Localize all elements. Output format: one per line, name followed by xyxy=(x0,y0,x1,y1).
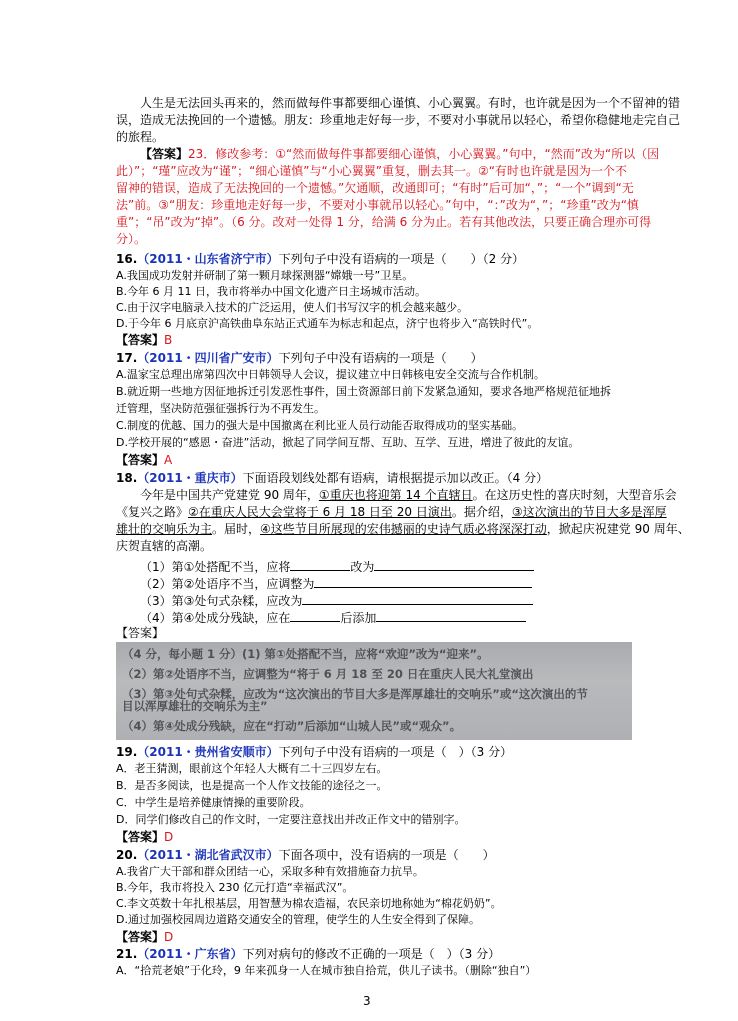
answer-blank[interactable] xyxy=(290,557,350,571)
q17-option-a: A.温家宝总理出席第四次中日韩领导人会议，提议建立中日韩核电安全交流与合作机制。 xyxy=(116,368,545,381)
q18-sub-2: （2）第②处语序不当，应调整为 xyxy=(140,574,532,592)
q17-option-c: C.制度的优越、国力的强大是中国撤离在利比亚人员行动能否取得成功的坚实基础。 xyxy=(116,419,524,432)
q21-option-a: A．“拾荒老娘”于化玲，9 年来孤身一人在城市独自拾荒，供儿子读书。（删除“独自”） xyxy=(116,964,537,977)
q19-option-c: C．中学生是培养健康情操的重要阶段。 xyxy=(116,796,311,809)
q20-stem: 20.（2011・湖北省武汉市）下面各项中，没有语病的一项是（ ） xyxy=(116,848,495,862)
q18-answer-image-line: 目以浑厚雄壮的交响乐为主” xyxy=(122,699,268,713)
q19-answer: 【答案】D xyxy=(116,830,174,844)
q20-option-c: C.李文英数十年扎根基层，用智慧为棉农造福，农民亲切地称她为“棉花奶奶”。 xyxy=(116,897,502,910)
answer23-line-6: 分）。 xyxy=(116,232,147,246)
q16-option-d: D.于今年 6 月底京沪高铁曲阜东站正式通车为标志和起点，济宁也将步入“高铁时代”。 xyxy=(116,317,539,330)
q16-answer: 【答案】B xyxy=(116,333,173,347)
q18-answer-image-line: （4 分，每小题 1 分）(1) 第①处搭配不当，应将“欢迎”改为“迎来”。 xyxy=(122,647,489,661)
q20-option-b: B.今年，我市将投入 230 亿元打造“幸福武汉”。 xyxy=(116,881,354,894)
passage-line-1: 人生是无法回头再来的，然而做每件事都要细心谨慎、小心翼翼。有时，也许就是因为一个不留神的错 xyxy=(140,96,681,110)
answer23-line-3: 留神的错误，造成了无法挽回的一个遗憾。”欠通顺，改通即可；“有时”后可加“，”；“一个”调到“无 xyxy=(116,181,634,195)
q18-answer-image-line: （4）第④处成分残缺，应在“打动”后添加“山城人民”或“观众”。 xyxy=(122,719,462,733)
answer-blank[interactable] xyxy=(302,591,533,605)
answer-blank[interactable] xyxy=(314,574,532,588)
q18-paragraph-line-4: 庆贺直辖的高潮。 xyxy=(116,539,213,553)
q16-stem: 16.（2011・山东省济宁市）下列句子中没有语病的一项是（ ）（2 分） xyxy=(116,252,525,266)
q21-stem: 21.（2011・广东省）下列对病句的修改不正确的一项是（ ）（3 分） xyxy=(116,947,501,961)
passage-line-2: 误，造成无法挽回的一个遗憾。朋友：珍重地走好每一步，不要对小事就吊以轻心，希望你稳健地走完自己 xyxy=(116,113,681,127)
answer-label: 【答案】 xyxy=(140,147,189,161)
q18-paragraph-line-3: 雄壮的交响乐为主。届时，④这些节目所展现的宏伟撼丽的史诗气质必将深深打动，掀起庆祝建党 90 周年、 xyxy=(116,522,690,536)
q18-source: （2011・重庆市） xyxy=(137,471,243,485)
answer-blank[interactable] xyxy=(374,557,534,571)
q16-option-a: A.我国成功发射并研制了第一颗月球探测器“嫦娥一号”卫星。 xyxy=(116,269,414,282)
answer23-line-1: 【答案】23．修改参考：①“然而做每件事都要细心谨慎，小心翼翼。”句中，“然而”改为“所以（因 xyxy=(140,147,660,161)
page-number: 3 xyxy=(363,994,371,1008)
q16-option-c: C.由于汉字电脑录入技术的广泛运用，使人们书写汉字的机会越来越少。 xyxy=(116,301,469,314)
q17-option-b: B.就近期一些地方因征地拆迁引发恶性事件，国土资源部日前下发紧急通知，要求各地严格规范征地拆 xyxy=(116,385,612,398)
answer23-line-5: 重”；“吊”改为“掉”。（6 分。改对一处得 1 分，给满 6 分为止。若有其他改法，只要正确合理亦可得 xyxy=(116,215,652,229)
q17-stem: 17.（2011・四川省广安市）下列句子中没有语病的一项是（ ） xyxy=(116,351,483,365)
passage-line-3: 的旅程。 xyxy=(116,130,165,144)
q19-source: （2011・贵州省安顺市） xyxy=(137,745,279,759)
q18-sub-1: （1）第①处搭配不当，应将 改为 xyxy=(140,557,534,575)
q17-source: （2011・四川省广安市） xyxy=(137,351,279,365)
q18-answer-image-line: （3）第③处句式杂糅，应改为“这次演出的节目大多是浑厚雄壮的交响乐”或“这次演出的节 xyxy=(122,687,588,701)
q18-paragraph-line-2: 《复兴之路》②在重庆人民大会堂将于 6 月 18 日至 20 日演出。据介绍，③这次演出的节目大多是浑厚 xyxy=(116,505,667,519)
q17-option-d: D.学校开展的“感恩・奋进”活动，掀起了同学间互帮、互助、互学、互进，增进了彼此的友谊。 xyxy=(116,436,580,449)
q21-source: （2011・广东省） xyxy=(137,947,243,961)
q19-stem: 19.（2011・贵州省安顺市）下列句子中没有语病的一项是（ ）（3 分） xyxy=(116,745,513,759)
q18-answer-image xyxy=(116,642,632,740)
q20-option-a: A.我省广大干部和群众团结一心，采取多种有效措施奋力抗旱。 xyxy=(116,865,424,878)
q18-answer-image-line: （2）第②处语序不当，应调整为“将于 6 月 18 至 20 日在重庆人民大礼堂演出 xyxy=(122,667,534,681)
q20-option-d: D.通过加强校园周边道路交通安全的管理，使学生的人生安全得到了保障。 xyxy=(116,913,480,926)
q18-stem: 18.（2011・重庆市）下面语段划线处都有语病，请根据提示加以改正。（4 分） xyxy=(116,471,549,485)
q16-option-b: B.今年 6 月 11 日，我市将举办中国文化遗产日主场城市活动。 xyxy=(116,285,427,298)
q19-option-a: A．老王猜测，眼前这个年轻人大概有二十三四岁左右。 xyxy=(116,762,388,775)
q16-source: （2011・山东省济宁市） xyxy=(137,252,279,266)
q18-sub-4: （4）第④处成分残缺，应在 后添加 xyxy=(140,608,526,626)
answer-blank[interactable] xyxy=(290,608,340,622)
q17-option-b-cont: 迁管理，坚决防范强征强拆行为不再发生。 xyxy=(116,402,325,415)
answer23-line-2: 此）”；“瑾”应改为“谨”；“细心谨慎”与“小心翼翼”重复，删去其一。②“有时也许就是因为一个不 xyxy=(116,164,627,178)
q18-paragraph-line-1: 今年是中国共产党建党 90 周年，①重庆也将迎第 14 个直辖日。在这历史性的喜庆时刻，大型音乐会 xyxy=(140,488,677,502)
q19-option-d: D．同学们修改自己的作文时，一定要注意找出并改正作文中的错别字。 xyxy=(116,813,466,826)
q18-answer-label: 【答案】 xyxy=(116,626,165,640)
q20-source: （2011・湖北省武汉市） xyxy=(137,848,279,862)
q19-option-b: B．是否多阅读，也是提高一个人作文技能的途径之一。 xyxy=(116,779,388,792)
q18-sub-3: （3）第③处句式杂糅，应改为 xyxy=(140,591,533,609)
answer-blank[interactable] xyxy=(376,608,526,622)
q17-answer: 【答案】A xyxy=(116,453,173,467)
q20-answer: 【答案】D xyxy=(116,930,174,944)
answer23-line-4: 法”前。③“朋友：珍重地走好每一步，不要对小事就吊以轻心。”句中，“：”改为“，”；“珍重”改为“慎 xyxy=(116,198,639,212)
